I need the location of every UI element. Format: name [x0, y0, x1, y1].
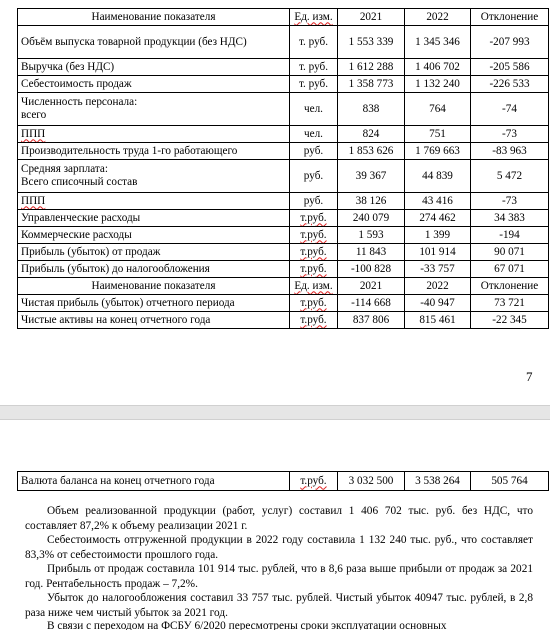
row-2021: 1 593 — [338, 227, 405, 244]
balance-table — [17, 471, 549, 491]
row-2021: 240 079 — [338, 210, 405, 227]
unit-text: т.руб. — [300, 211, 327, 224]
row-2022: 1 399 — [405, 227, 471, 244]
row-2022: 1 132 240 — [405, 76, 471, 93]
row-name — [18, 193, 290, 210]
unit-text: т.руб. — [300, 262, 327, 275]
row-name — [18, 244, 290, 261]
row-name-text: Наименование показателя — [91, 10, 216, 23]
row-name-sub: Всего списочный состав — [21, 176, 138, 188]
row-name — [18, 227, 290, 244]
row-2021: 1 358 773 — [338, 76, 405, 93]
unit-text: т. руб. — [298, 60, 329, 73]
table-row — [18, 76, 549, 93]
unit-text: руб. — [303, 144, 324, 157]
row-name-text: ППП — [21, 127, 46, 140]
row-deviation: 34 383 — [471, 210, 549, 227]
row-deviation: -83 963 — [471, 143, 549, 160]
header-2021: 2021 — [338, 9, 405, 26]
table-row — [18, 59, 549, 76]
row-2022: 274 462 — [405, 210, 471, 227]
row-2021: 1 853 626 — [338, 143, 405, 160]
row-2022: 3 538 264 — [405, 472, 471, 491]
table-row — [18, 210, 549, 227]
paragraph: Убыток до налогообложения составил 33 757 тыс. рублей. Чистый убыток 40947 тыс. рублей, в 2,8 раза ниже чем чистый убыток за 2021 год. — [25, 592, 533, 619]
row-unit — [290, 210, 338, 227]
row-2022: -33 757 — [405, 261, 471, 278]
paragraph: В связи с переходом на ФСБУ 6/2020 пересмотрены сроки эксплуатации основных — [47, 620, 447, 630]
header-deviation: Отклонение — [471, 9, 549, 26]
row-name-text: Чистая прибыль (убыток) отчетного периода — [21, 296, 235, 309]
row-unit — [290, 126, 338, 143]
row-name-text: Средняя зарплата: — [21, 163, 108, 176]
row-unit: т.руб. — [290, 472, 338, 491]
row-deviation: -207 993 — [471, 26, 549, 59]
table-row — [18, 472, 549, 491]
row-name-text: Выручка (без НДС) — [21, 60, 115, 73]
row-name — [18, 261, 290, 278]
row-name-text: Себестоимость продаж — [21, 77, 132, 90]
row-unit — [290, 160, 338, 193]
paragraph: Объем реализованной продукции (работ, услуг) составил 1 406 702 тыс. руб. без НДС, что составляет 87,2% к объему реализации 2021 г. — [25, 505, 533, 532]
unit-text: т.руб. — [300, 228, 327, 241]
row-2022: 43 416 — [405, 193, 471, 210]
row-deviation: 67 071 — [471, 261, 549, 278]
unit-text: Ед. изм. — [294, 279, 333, 292]
unit-text: т.руб. — [300, 245, 327, 258]
unit-text: Ед. изм. — [294, 10, 333, 23]
indicators-table — [17, 8, 549, 329]
row-name — [18, 126, 290, 143]
row-deviation: -73 — [471, 193, 549, 210]
table-row — [18, 126, 549, 143]
header-unit — [290, 9, 338, 26]
table-header-row — [18, 9, 549, 26]
unit-text: чел. — [304, 127, 323, 140]
row-deviation: -73 — [471, 126, 549, 143]
row-name — [18, 210, 290, 227]
row-unit — [290, 93, 338, 126]
row-name-text: Управленческие расходы — [21, 211, 141, 224]
row-2022: 764 — [405, 93, 471, 126]
row-unit — [290, 26, 338, 59]
row-unit — [290, 312, 338, 329]
page-separator — [0, 405, 550, 420]
row-deviation: -205 586 — [471, 59, 549, 76]
unit-text: т. руб. — [298, 35, 329, 48]
row-name-text: Коммерческие расходы — [21, 228, 132, 241]
header-2022: 2022 — [405, 278, 471, 295]
row-2021: 837 806 — [338, 312, 405, 329]
row-name-sub: всего — [21, 109, 47, 121]
table-row — [18, 261, 549, 278]
row-deviation: -74 — [471, 93, 549, 126]
row-2021: 1 553 339 — [338, 26, 405, 59]
row-unit — [290, 244, 338, 261]
row-2021: 838 — [338, 93, 405, 126]
row-deviation: -22 345 — [471, 312, 549, 329]
row-name-text: Чистые активы на конец отчетного года — [21, 313, 211, 326]
row-name-text: ППП — [21, 194, 46, 207]
row-name-text: Прибыль (убыток) до налогообложения — [21, 262, 210, 275]
header-deviation: Отклонение — [471, 278, 549, 295]
table-row — [18, 193, 549, 210]
row-name — [18, 59, 290, 76]
table-row — [18, 295, 549, 312]
row-unit — [290, 59, 338, 76]
table-row — [18, 26, 549, 59]
row-name-text: Наименование показателя — [91, 279, 216, 292]
row-name-text: Прибыль (убыток) от продаж — [21, 245, 161, 258]
row-2022: 101 914 — [405, 244, 471, 261]
row-2021: 39 367 — [338, 160, 405, 193]
row-2022: 815 461 — [405, 312, 471, 329]
header-unit — [290, 278, 338, 295]
row-deviation: 5 472 — [471, 160, 549, 193]
table-row — [18, 312, 549, 329]
row-deviation: 505 764 — [471, 472, 549, 491]
row-deviation: -226 533 — [471, 76, 549, 93]
row-deviation: 73 721 — [471, 295, 549, 312]
row-unit — [290, 295, 338, 312]
row-unit — [290, 76, 338, 93]
row-deviation: 90 071 — [471, 244, 549, 261]
row-name — [18, 160, 290, 193]
row-2022: 1 345 346 — [405, 26, 471, 59]
row-2021: -114 668 — [338, 295, 405, 312]
header-2021: 2021 — [338, 278, 405, 295]
row-2022: 1 406 702 — [405, 59, 471, 76]
document-page-bottom — [0, 420, 550, 630]
row-name: Валюта баланса на конец отчетного года — [18, 472, 290, 491]
unit-text: т.руб. — [300, 313, 327, 326]
row-2022: 751 — [405, 126, 471, 143]
row-unit — [290, 193, 338, 210]
row-2021: 3 032 500 — [338, 472, 405, 491]
table-row — [18, 93, 549, 126]
table-row — [18, 143, 549, 160]
row-2022: 44 839 — [405, 160, 471, 193]
row-name-text: Численность персонала: — [21, 96, 138, 109]
row-name — [18, 26, 290, 59]
unit-text: т. руб. — [298, 77, 329, 90]
header-name — [18, 9, 290, 26]
table-header-row — [18, 278, 549, 295]
row-deviation: -194 — [471, 227, 549, 244]
unit-text: чел. — [304, 102, 323, 115]
table-row — [18, 160, 549, 193]
row-2022: -40 947 — [405, 295, 471, 312]
table-row — [18, 227, 549, 244]
row-name — [18, 143, 290, 160]
row-2021: 1 612 288 — [338, 59, 405, 76]
row-unit — [290, 261, 338, 278]
row-name-text: Объём выпуска товарной продукции (без НДС) — [21, 35, 247, 48]
row-name — [18, 312, 290, 329]
row-name — [18, 93, 290, 126]
header-name — [18, 278, 290, 295]
header-2022: 2022 — [405, 9, 471, 26]
row-2021: 824 — [338, 126, 405, 143]
row-name-text: Производительность труда 1-го работающего — [21, 144, 238, 157]
row-2021: 38 126 — [338, 193, 405, 210]
row-2021: 11 843 — [338, 244, 405, 261]
table-row — [18, 244, 549, 261]
row-2021: -100 828 — [338, 261, 405, 278]
page-number: 7 — [526, 369, 533, 384]
row-unit — [290, 143, 338, 160]
row-name — [18, 76, 290, 93]
row-name — [18, 295, 290, 312]
row-unit — [290, 227, 338, 244]
unit-text: т.руб. — [300, 296, 327, 309]
unit-text: руб. — [303, 169, 324, 182]
paragraph: Прибыль от продаж составила 101 914 тыс. рублей, что в 8,6 раза выше прибыли от продаж за 2021 год. Рентабельность продаж – 7,2%. — [25, 563, 533, 590]
paragraph: Себестоимость отгруженной продукции в 2022 году составила 1 132 240 тыс. руб., что составляет 83,3% от себестоимости прошлого года. — [25, 534, 533, 561]
row-2022: 1 769 663 — [405, 143, 471, 160]
unit-text: руб. — [303, 194, 324, 207]
